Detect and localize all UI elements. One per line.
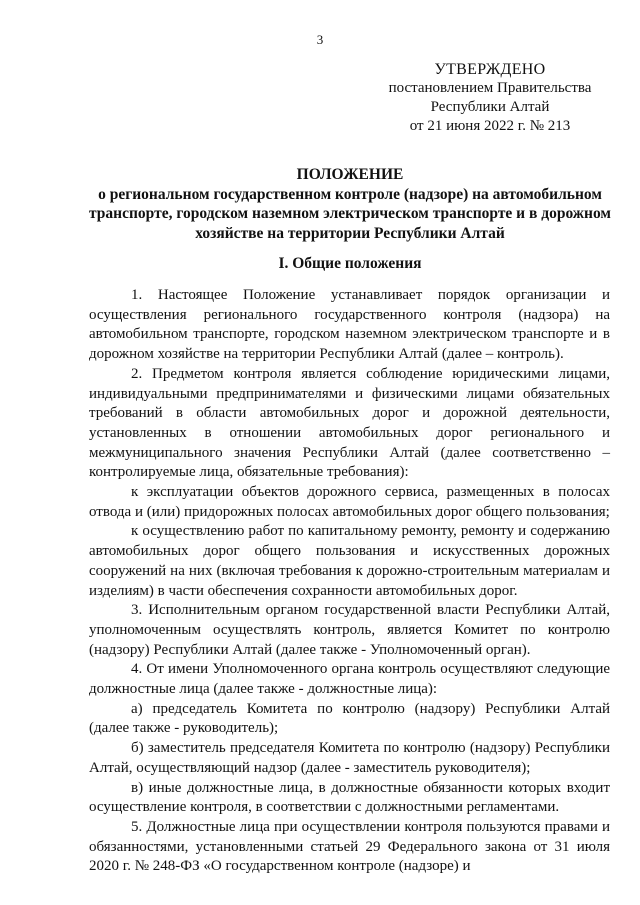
approval-line-3: от 21 июня 2022 г. № 213 bbox=[409, 118, 571, 134]
paragraph-1: 1. Настоящее Положение устанавливает порядок организации и осуществления регионального государственного контроля (надзора) на автомобильном транспорте, городском наземном электрическом транспорте и в дорожном хозяйстве на территории Республики Алтай (далее – контроль). bbox=[89, 287, 610, 363]
approval-line-1: постановлением Правительства bbox=[388, 80, 592, 96]
title-line-2: о региональном государственном контроле (надзоре) на автомобильном bbox=[98, 185, 602, 203]
paragraph-4: 4. От имени Уполномоченного органа контроль осуществляют следующие должностные лица (далее также - должностные лица): bbox=[89, 661, 610, 698]
document-title bbox=[80, 165, 620, 243]
title-line-1: ПОЛОЖЕНИЕ bbox=[296, 166, 404, 183]
section-heading: I. Общие положения bbox=[278, 255, 422, 272]
paragraph-3: 3. Исполнительным органом государственной власти Республики Алтай, уполномоченным осуществлять контроль, является Комитет по контролю (надзору) Республики Алтай (далее также - Уполномоченный орган). bbox=[89, 602, 610, 658]
paragraph-4-item-b: б) заместитель председателя Комитета по контролю (надзору) Республики Алтай, осуществляющий надзор (далее - заместитель руководителя); bbox=[89, 740, 610, 776]
document-body bbox=[89, 286, 610, 877]
paragraph-2-item-1: к эксплуатации объектов дорожного сервиса, размещенных в полосах отвода и (или) придорожных полосах автомобильных дорог общего пользования; bbox=[89, 484, 610, 520]
title-line-3: транспорте, городском наземном электрическом транспорте и в дорожном bbox=[89, 205, 611, 222]
paragraph-2-item-2: к осуществлению работ по капитальному ремонту, ремонту и содержанию автомобильных дорог общего пользования и искусственных дорожных сооружений на них (включая требования к дорожно-строительным материалам и изделиям) в части обеспечения сохранности автомобильных дорог. bbox=[89, 523, 610, 599]
paragraph-4-item-c: в) иные должностные лица, в должностные обязанности которых входит осуществление контроля, в соответствии с должностными регламентами. bbox=[89, 779, 610, 816]
paragraph-5: 5. Должностные лица при осуществлении контроля пользуются правами и обязанностями, установленными статьей 29 Федерального закона от 31 июля 2020 г. № 248-ФЗ «О государственном контроле (надзоре) и bbox=[89, 818, 610, 875]
page-number: 3 bbox=[316, 32, 324, 47]
approval-block bbox=[380, 60, 600, 136]
approval-heading: УТВЕРЖДЕНО bbox=[434, 61, 546, 78]
paragraph-2: 2. Предметом контроля является соблюдение юридическими лицами, индивидуальными предпринимателями и физическими лицами обязательных требований в области автомобильных дорог и дорожной деятельности, установленных в отношении автомобильных дорог регионального и межмуниципального значения Республики Алтай (далее соответственно – контролируемые лица, обязательные требования): bbox=[89, 365, 610, 481]
approval-line-2: Республики Алтай bbox=[430, 99, 550, 115]
paragraph-4-item-a: а) председатель Комитета по контролю (надзору) Республики Алтай (далее также - руководитель); bbox=[89, 700, 610, 737]
title-line-4: хозяйстве на территории Республики Алтай bbox=[195, 224, 505, 242]
